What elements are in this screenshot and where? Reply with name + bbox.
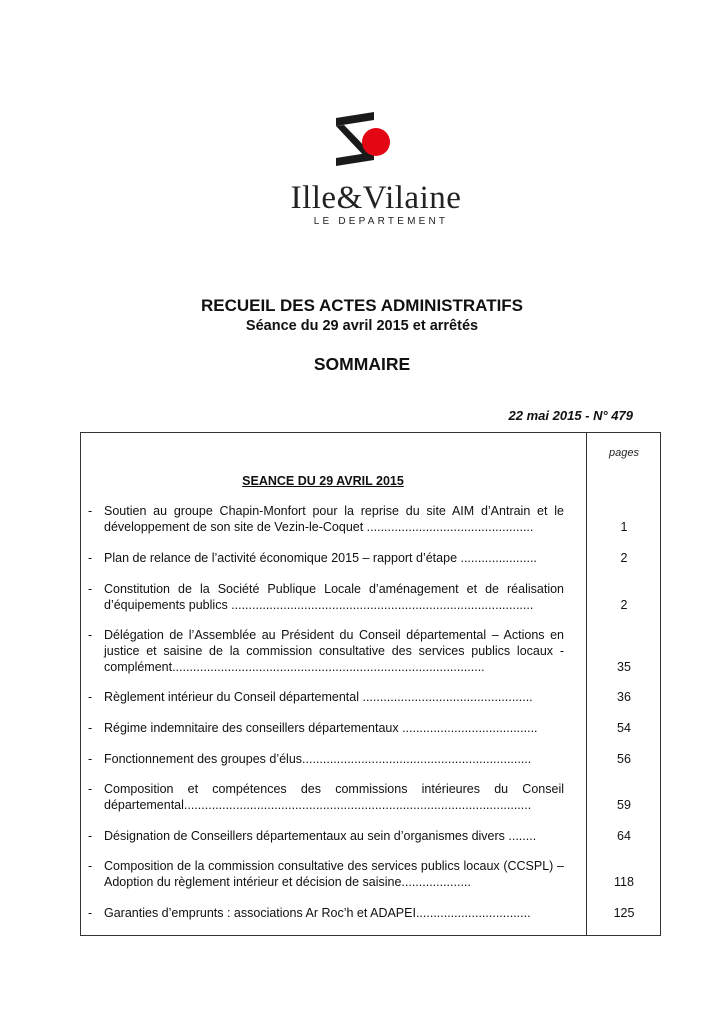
- bullet-dash: -: [88, 690, 93, 704]
- pages-column-header: pages: [609, 447, 639, 459]
- toc-entry-text: Désignation de Conseillers départementaux au sein d’organismes divers ........: [104, 829, 537, 843]
- section-title: SEANCE DU 29 AVRIL 2015: [242, 474, 404, 488]
- summary-heading: SOMMAIRE: [313, 354, 411, 374]
- toc-entry-page: 125: [613, 906, 635, 920]
- bullet-dash: -: [88, 906, 93, 920]
- document-title: RECUEIL DES ACTES ADMINISTRATIFS: [200, 296, 524, 315]
- logo-wordmark: Ille&Vilaine: [290, 180, 462, 216]
- toc-entry-text: Composition et compétences des commissions intérieures du Conseil départemental....................................................................................................: [104, 782, 564, 812]
- logo-subtitle: LE DEPARTEMENT: [313, 216, 449, 227]
- toc-entry-text: Délégation de l’Assemblée au Président du Conseil départemental – Actions en justice et saisine de la commission consultative des services publics locaux - complément..........................................................................................: [104, 628, 564, 674]
- toc-entry-text: Composition de la commission consultative des services publics locaux (CCSPL) – Adoption du règlement intérieur et décision de saisine....................: [104, 859, 564, 889]
- toc-entry-page: 56: [617, 752, 631, 766]
- toc-entry-page: 36: [617, 690, 631, 704]
- toc-entry-text: Règlement intérieur du Conseil départemental .................................................: [104, 690, 533, 704]
- bullet-dash: -: [88, 551, 93, 565]
- bullet-dash: -: [88, 628, 93, 642]
- toc-entry-text: Fonctionnement des groupes d’élus..................................................................: [104, 752, 532, 766]
- issue-date-number: 22 mai 2015 - N° 479: [508, 408, 633, 423]
- bullet-dash: -: [88, 782, 93, 796]
- toc-entry-text: Garanties d’emprunts : associations Ar Roc’h et ADAPEI.................................: [104, 906, 531, 920]
- bullet-dash: -: [88, 582, 93, 596]
- toc-entry-page: 2: [620, 598, 628, 612]
- toc-entry-page: 59: [617, 798, 631, 812]
- department-logo-mark-icon: [334, 112, 414, 182]
- department-logo: [286, 112, 466, 232]
- bullet-dash: -: [88, 504, 93, 518]
- toc-entry-text: Plan de relance de l’activité économique 2015 – rapport d’étape ......................: [104, 551, 537, 565]
- bullet-dash: -: [88, 752, 93, 766]
- document-subtitle: Séance du 29 avril 2015 et arrêtés: [245, 318, 479, 334]
- toc-entry-page: 64: [617, 829, 631, 843]
- bullet-dash: -: [88, 721, 93, 735]
- toc-entry-text: Régime indemnitaire des conseillers départementaux .......................................: [104, 721, 538, 735]
- column-divider: [586, 432, 587, 936]
- toc-entry-page: 54: [617, 721, 631, 735]
- toc-entry-page: 118: [614, 875, 634, 889]
- toc-entry-page: 35: [617, 660, 631, 674]
- bullet-dash: -: [88, 829, 93, 843]
- toc-entry-page: 2: [620, 551, 628, 565]
- toc-entry-text: Soutien au groupe Chapin-Monfort pour la reprise du site AIM d’Antrain et le développement de son site de Vezin-le-Coquet ................................................: [104, 504, 564, 534]
- toc-entry-text: Constitution de la Société Publique Locale d’aménagement et de réalisation d’équipements publics .......................................................................................: [104, 582, 564, 612]
- toc-entry-page: 1: [620, 520, 628, 534]
- bullet-dash: -: [88, 859, 93, 873]
